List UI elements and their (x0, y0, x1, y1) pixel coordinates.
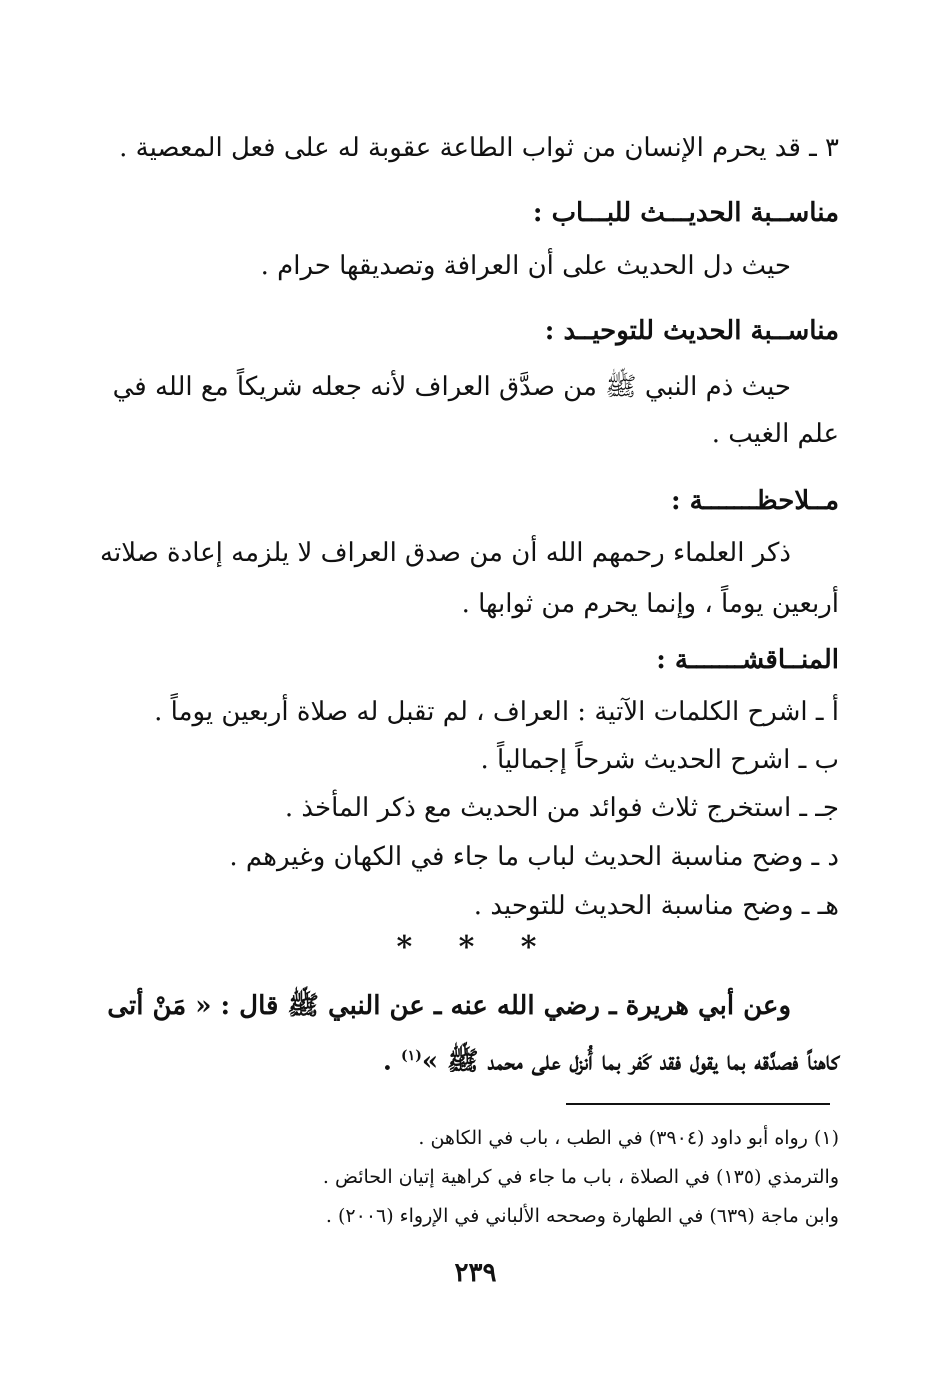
question-c: جـ ـ استخرج ثلاث فوائد من الحديث مع ذكر المأخذ . (284, 793, 839, 823)
footnote-3: وابن ماجة (٦٣٩) في الطهارة وصححه الألباني في الإرواء (٢٠٠٦) . (325, 1205, 839, 1227)
point-3-text: ٣ ـ قد يحرم الإنسان من ثواب الطاعة عقوبة له على فعل المعصية . (119, 133, 839, 163)
chapter-relevance-text: حيث دل الحديث على أن العرافة وتصديقها حرام . (260, 251, 791, 281)
footnote-ref: (١) (401, 1048, 422, 1064)
note-text-1: ذكر العلماء رحمهم الله أن من صدق العراف لا يلزمه إعادة صلاته (100, 538, 791, 568)
footnote-1: (١) رواه أبو داود (٣٩٠٤) في الطب ، باب في الكاهن . (418, 1127, 839, 1149)
tawhid-relevance-text-1: حيث ذم النبي ﷺ من صدَّق العراف لأنه جعله شريكاً مع الله في (112, 372, 791, 402)
heading-chapter-relevance: مناســبة الحديـــث للبـــاب : (532, 198, 839, 228)
question-d: د ـ وضح مناسبة الحديث لباب ما جاء في الكهان وغيرهم . (229, 842, 839, 872)
heading-discussion: المنــاقشـــــــة : (656, 645, 839, 675)
hadith-line-1: وعن أبي هريرة ـ رضي الله عنه ـ عن النبي ﷺ قال : « مَنْ أتى (107, 991, 791, 1021)
question-a: أ ـ اشرح الكلمات الآتية : العراف ، لم تقبل له صلاة أربعين يوماً . (154, 697, 839, 727)
tawhid-relevance-text-2: علم الغيب . (711, 419, 839, 449)
note-text-2: أربعين يوماً ، وإنما يحرم من ثوابها . (461, 589, 839, 619)
footnote-2: والترمذي (١٣٥) في الصلاة ، باب ما جاء في كراهية إتيان الحائض . (322, 1166, 839, 1188)
heading-tawhid-relevance: مناســبة الحديث للتوحيــد : (544, 316, 839, 346)
hadith-line-2-text: كاهناً فصدَّقه بما يقول فقد كَفر بما أُنزل على محمد ﷺ » (421, 1046, 839, 1077)
page-number: ٢٣٩ (454, 1258, 497, 1288)
heading-note: مــلاحظـــــــة : (671, 486, 839, 516)
section-separator: * * * (396, 930, 555, 965)
question-b: ب ـ اشرح الحديث شرحاً إجمالياً . (480, 745, 839, 775)
hadith-line-2 (383, 1036, 839, 1082)
footnote-divider (566, 1103, 830, 1105)
question-e: هـ ـ وضح مناسبة الحديث للتوحيد . (473, 891, 839, 921)
hadith-line-2-end: . (382, 1046, 402, 1077)
